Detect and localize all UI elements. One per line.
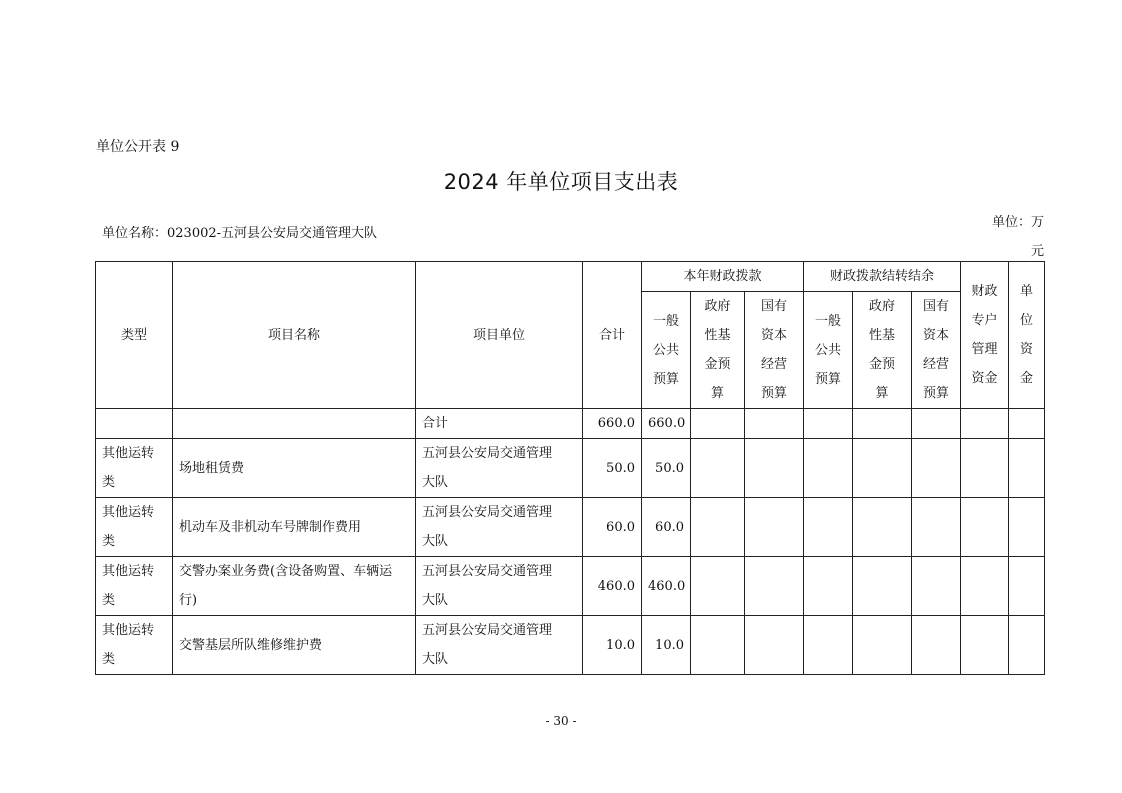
- row-total: 10.0: [583, 616, 642, 675]
- header-state-capital-budget: 国有 资本 经营 预算: [745, 292, 804, 409]
- row-project-unit: 五河县公安局交通管理 大队: [416, 557, 583, 616]
- page-number: - 30 -: [545, 714, 577, 728]
- currency-unit: [990, 208, 1044, 266]
- header-carry-general-budget: 一般 公共 预算: [804, 292, 853, 409]
- table-row: [96, 498, 1045, 557]
- row-total: 50.0: [583, 439, 642, 498]
- header-type: 类型: [96, 262, 173, 409]
- header-project-unit: 项目单位: [416, 262, 583, 409]
- row-type: 其他运转 类: [96, 498, 173, 557]
- table-row: [96, 616, 1045, 675]
- row-project-unit: 五河县公安局交通管理 大队: [416, 498, 583, 557]
- row-total: 460.0: [583, 557, 642, 616]
- header-special-account: 财政 专户 管理 资金: [961, 262, 1009, 409]
- header-project-name: 项目名称: [173, 262, 416, 409]
- row-general: 60.0: [642, 498, 691, 557]
- header-own-funds: 单 位 资 金: [1009, 262, 1045, 409]
- table-row: [96, 557, 1045, 616]
- header-row-1: [96, 262, 1045, 292]
- total-amount: 660.0: [583, 409, 642, 439]
- currency-unit-line-1: 单位：万: [991, 215, 1044, 230]
- row-project-name: 场地租赁费: [173, 439, 416, 498]
- header-carryover: 财政拨款结转结余: [804, 262, 961, 292]
- currency-unit-line-2: 元: [1030, 244, 1044, 259]
- row-project-name: 机动车及非机动车号牌制作费用: [173, 498, 416, 557]
- row-project-unit: 五河县公安局交通管理 大队: [416, 616, 583, 675]
- page-title: 2024 年单位项目支出表: [443, 170, 679, 194]
- total-row: [96, 409, 1045, 439]
- table-row: [96, 439, 1045, 498]
- row-general: 10.0: [642, 616, 691, 675]
- row-project-name: 交警办案业务费(含设备购置、车辆运 行): [173, 557, 416, 616]
- header-general-budget: 一般 公共 预算: [642, 292, 691, 409]
- unit-name: 单位名称：023002-五河县公安局交通管理大队: [102, 226, 378, 241]
- row-type: 其他运转 类: [96, 557, 173, 616]
- header-current-appropriation: 本年财政拨款: [642, 262, 804, 292]
- total-label: 合计: [416, 409, 583, 439]
- row-type: 其他运转 类: [96, 616, 173, 675]
- header-carry-state-capital-budget: 国有 资本 经营 预算: [912, 292, 961, 409]
- row-project-unit: 五河县公安局交通管理 大队: [416, 439, 583, 498]
- header-gov-fund-budget: 政府 性基 金预 算: [691, 292, 745, 409]
- header-total: 合计: [583, 262, 642, 409]
- table-number: 单位公开表 9: [96, 139, 180, 155]
- row-total: 60.0: [583, 498, 642, 557]
- project-expenditure-table: [95, 261, 1045, 675]
- row-type: 其他运转 类: [96, 439, 173, 498]
- row-general: 50.0: [642, 439, 691, 498]
- row-general: 460.0: [642, 557, 691, 616]
- row-project-name: 交警基层所队维修维护费: [173, 616, 416, 675]
- total-general: 660.0: [642, 409, 691, 439]
- header-carry-gov-fund-budget: 政府 性基 金预 算: [853, 292, 912, 409]
